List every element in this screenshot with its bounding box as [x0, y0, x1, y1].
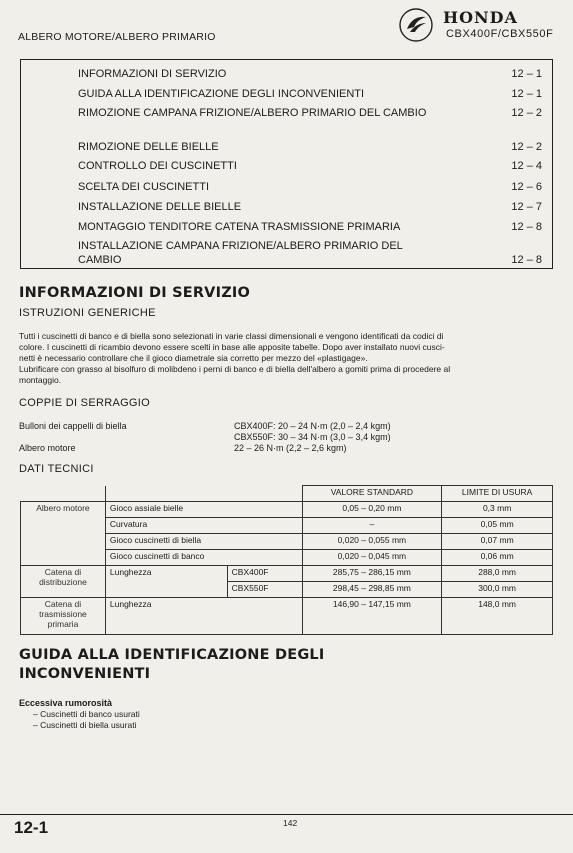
model-codes: CBX400F/CBX550F — [446, 28, 554, 40]
model-label: CBX550F — [227, 582, 302, 598]
limit-value: 148,0 mm — [442, 598, 553, 635]
group-cam-chain: Catena di distribuzione — [21, 566, 106, 598]
toc-item: CONTROLLO DEI CUSCINETTI 12 – 4 — [78, 160, 542, 172]
col-limit: LIMITE DI USURA — [442, 486, 553, 502]
torque-label-crank: Albero motore — [19, 443, 76, 453]
service-info-heading: INFORMAZIONI DI SERVIZIO — [19, 285, 251, 301]
standard-value: 0,020 – 0,055 mm — [302, 534, 442, 550]
table-header-row — [21, 486, 553, 502]
toc-item: MONTAGGIO TENDITORE CATENA TRASMISSIONE PRIMARIA 12 – 8 — [78, 221, 542, 233]
page-code: 12-1 — [14, 818, 49, 837]
table-row — [21, 502, 553, 518]
standard-value: – — [302, 518, 442, 534]
standard-value: 285,75 – 286,15 mm — [302, 566, 442, 582]
model-label: CBX400F — [227, 566, 302, 582]
torque-heading: COPPIE DI SERRAGGIO — [19, 397, 151, 409]
group-crankshaft: Albero motore — [21, 502, 106, 566]
torque-label-rod: Bulloni dei cappelli di biella — [19, 421, 127, 431]
list-item: – Cuscinetti di biella usurati — [33, 720, 137, 730]
standard-value: 0,05 – 0,20 mm — [302, 502, 442, 518]
limit-value: 288,0 mm — [442, 566, 553, 582]
cause-list — [19, 709, 140, 731]
troubleshooting-heading: GUIDA ALLA IDENTIFICAZIONE DEGLI INCONVENIENTI — [19, 647, 325, 682]
row-label: Lunghezza — [105, 566, 227, 598]
group-primary-chain: Catena di trasmissione primaria — [21, 598, 106, 635]
footer-rule — [0, 814, 573, 815]
table-row — [21, 566, 553, 582]
standard-value: 0,020 – 0,045 mm — [302, 550, 442, 566]
honda-wing-icon — [398, 7, 434, 43]
section-title: ALBERO MOTORE/ALBERO PRIMARIO — [18, 31, 216, 43]
limit-value: 300,0 mm — [442, 582, 553, 598]
table-row — [21, 598, 553, 635]
standard-value: 298,45 – 298,85 mm — [302, 582, 442, 598]
tech-data-table — [20, 485, 553, 635]
contents-box — [20, 59, 553, 269]
tech-data-heading: DATI TECNICI — [19, 463, 94, 475]
toc-item: RIMOZIONE CAMPANA FRIZIONE/ALBERO PRIMARIO DEL CAMBIO 12 – 2 — [78, 107, 542, 119]
list-item: – Cuscinetti di banco usurati — [33, 709, 140, 719]
general-paragraph: Tutti i cuscinetti di banco e di biella sono selezionati in varie classi dimensionali e vengono identificati da codici di colore. I cuscinetti di ricambio devono essere scelti in base alle apposite tabelle. Dopo aver installato nuovi cusci- netti è necessario controllare che il gioco diametrale sia corretto per mezzo del «plastigage». Lubrificare con grasso al bisolfuro di molibdeno i perni di banco e di biella dell'albero a gomiti prima di procedere al montaggio. — [19, 331, 451, 385]
limit-value: 0,05 mm — [442, 518, 553, 534]
row-label: Gioco assiale bielle — [105, 502, 302, 518]
limit-value: 0,07 mm — [442, 534, 553, 550]
toc-item: SCELTA DEI CUSCINETTI 12 – 6 — [78, 181, 542, 193]
toc-item: GUIDA ALLA IDENTIFICAZIONE DEGLI INCONVENIENTI 12 – 1 — [78, 88, 542, 100]
page-number: 142 — [283, 818, 298, 828]
toc-item: INSTALLAZIONE DELLE BIELLE 12 – 7 — [78, 201, 542, 213]
col-standard: VALORE STANDARD — [302, 486, 442, 502]
torque-value-crank: 22 – 26 N·m (2,2 – 2,6 kgm) — [234, 443, 347, 453]
row-label: Gioco cuscinetti di banco — [105, 550, 302, 566]
brand-name: HONDA — [443, 8, 518, 27]
toc-item: INSTALLAZIONE CAMPANA FRIZIONE/ALBERO PRIMARIO DEL CAMBIO 12 – 8 — [78, 240, 542, 266]
torque-value-550: CBX550F: 30 – 34 N·m (3,0 – 3,4 kgm) — [234, 432, 391, 442]
general-heading: ISTRUZIONI GENERICHE — [19, 307, 156, 319]
row-label: Gioco cuscinetti di biella — [105, 534, 302, 550]
limit-value: 0,06 mm — [442, 550, 553, 566]
symptom-label: Eccessiva rumorosità — [19, 698, 113, 708]
limit-value: 0,3 mm — [442, 502, 553, 518]
toc-item: INFORMAZIONI DI SERVIZIO 12 – 1 — [78, 68, 542, 80]
row-label: Lunghezza — [105, 598, 302, 635]
standard-value: 146,90 – 147,15 mm — [302, 598, 442, 635]
toc-item: RIMOZIONE DELLE BIELLE 12 – 2 — [78, 141, 542, 153]
torque-value-400: CBX400F: 20 – 24 N·m (2,0 – 2,4 kgm) — [234, 421, 391, 431]
row-label: Curvatura — [105, 518, 302, 534]
